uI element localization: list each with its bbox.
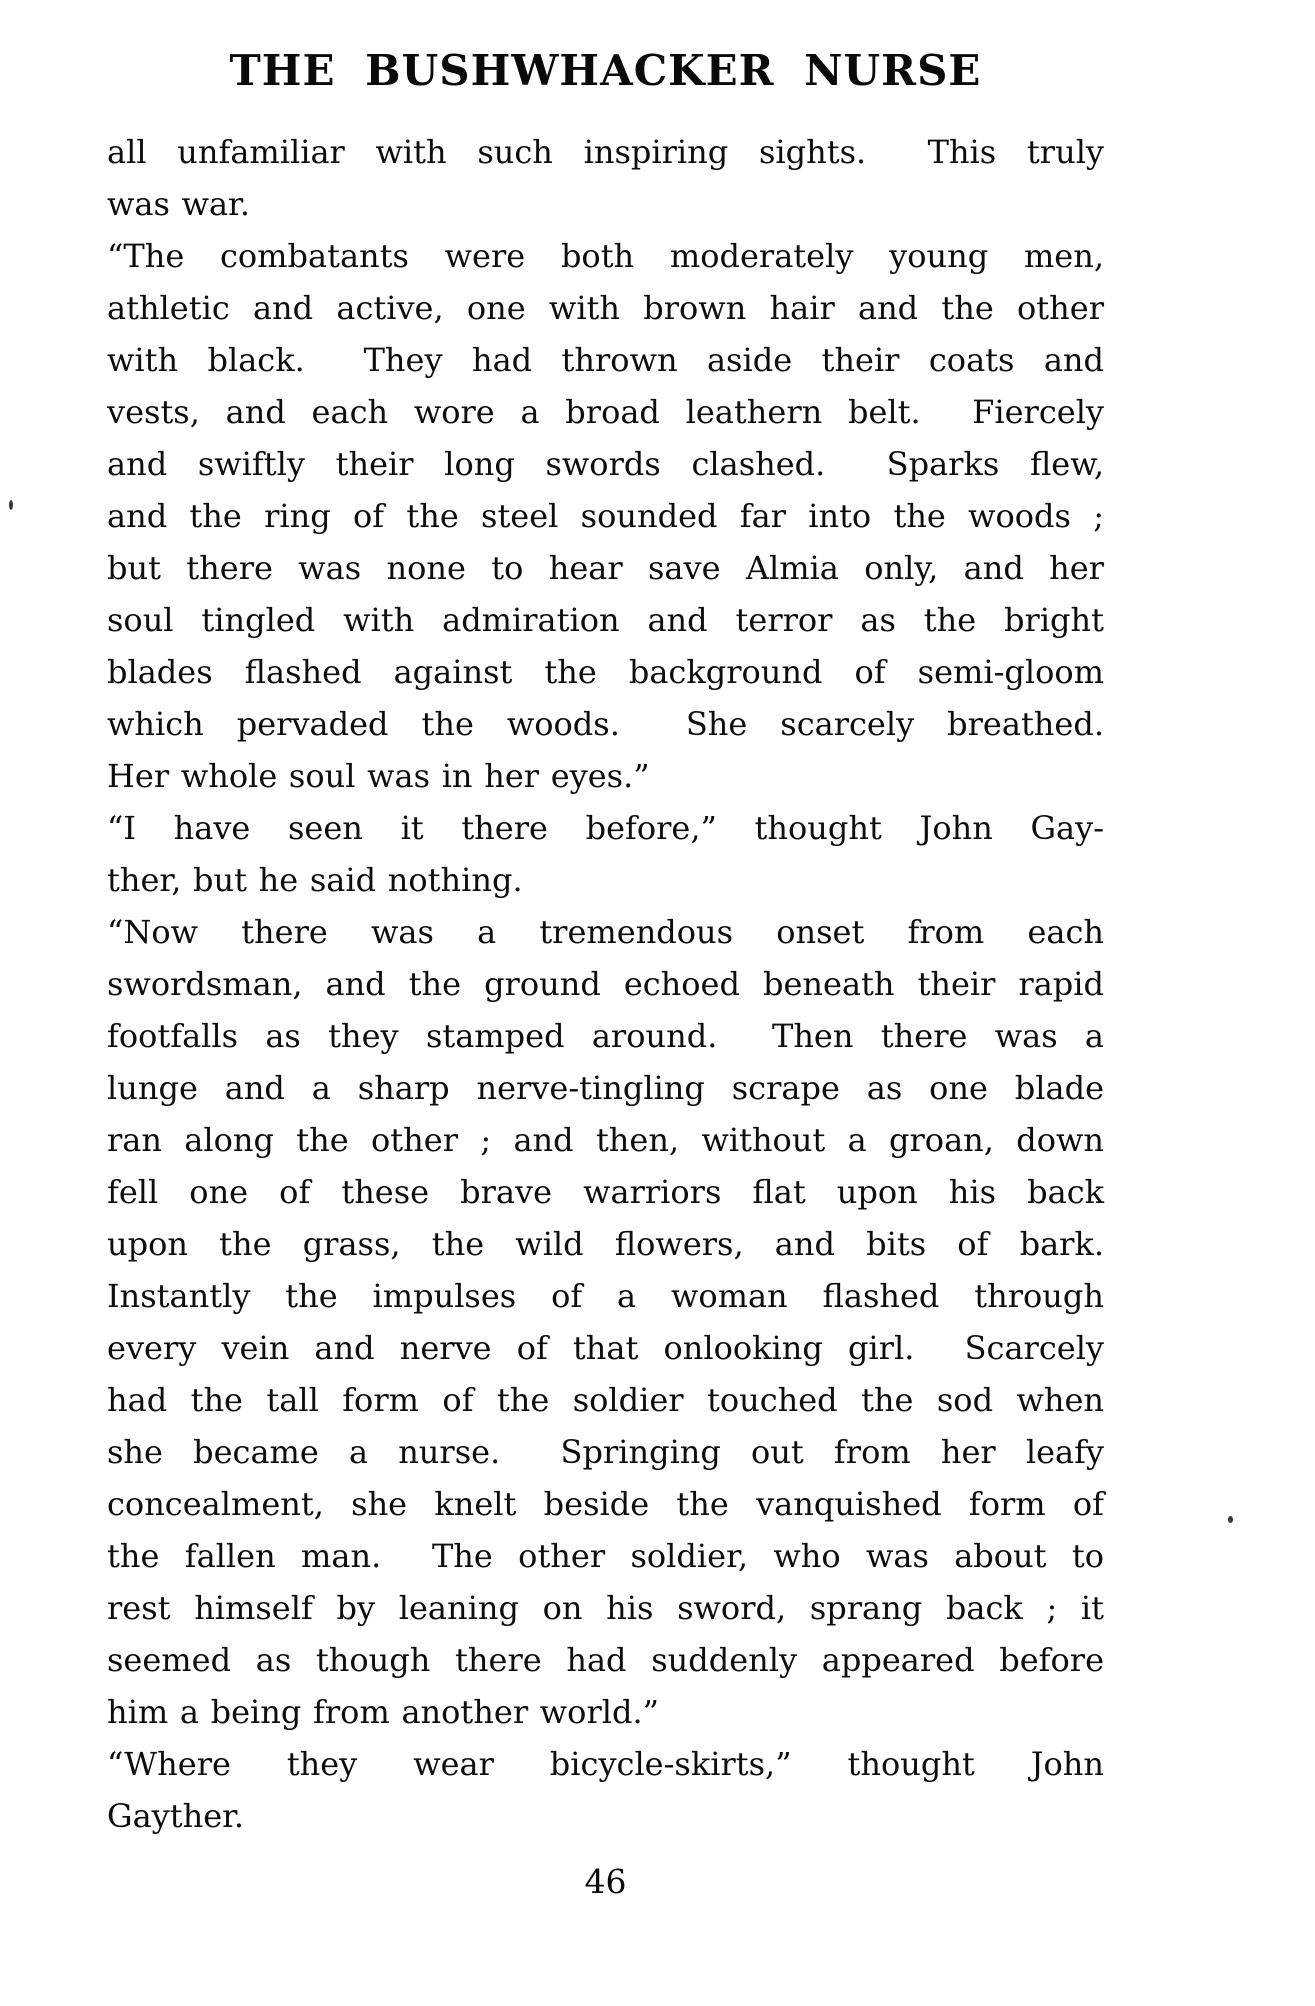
text-line: Instantly the impulses of a woman flashed through (107, 1277, 1104, 1315)
text-line: the fallen man. The other soldier, who was about to (107, 1537, 1104, 1575)
text-line: vests, and each wore a broad leathern belt. Fiercely (107, 393, 1104, 431)
text-line: “The combatants were both moderately young men, (107, 237, 1104, 275)
text-line: footfalls as they stamped around. Then there was a (107, 1017, 1104, 1055)
text-line: Gayther. (107, 1797, 245, 1835)
text-line: swordsman, and the ground echoed beneath their rapid (107, 965, 1104, 1003)
text-line: Her whole soul was in her eyes.” (107, 757, 650, 795)
text-line: fell one of these brave warriors flat upon his back (107, 1173, 1104, 1211)
text-line: “Where they wear bicycle-skirts,” thought John (107, 1745, 1104, 1783)
text-line: with black. They had thrown aside their coats and (107, 341, 1104, 379)
text-line: had the tall form of the soldier touched the sod when (107, 1381, 1104, 1419)
text-line: and the ring of the steel sounded far into the woods ; (107, 497, 1104, 535)
text-line: blades flashed against the background of semi-gloom (107, 653, 1104, 691)
scan-artifact (1228, 1516, 1233, 1523)
page-title: THE BUSHWHACKER NURSE (229, 46, 982, 95)
page-number: 46 (584, 1862, 627, 1901)
text-line: which pervaded the woods. She scarcely breathed. (107, 705, 1104, 743)
text-line: “I have seen it there before,” thought John Gay- (107, 809, 1104, 847)
text-line: ran along the other ; and then, without a groan, down (107, 1121, 1104, 1159)
text-line: she became a nurse. Springing out from her leafy (107, 1433, 1104, 1471)
text-line: concealment, she knelt beside the vanquished form of (107, 1485, 1104, 1523)
text-line: him a being from another world.” (107, 1693, 659, 1731)
text-line: all unfamiliar with such inspiring sights. This truly (107, 133, 1104, 171)
text-line: lunge and a sharp nerve-tingling scrape as one blade (107, 1069, 1104, 1107)
text-line: seemed as though there had suddenly appeared before (107, 1641, 1104, 1679)
text-line: upon the grass, the wild flowers, and bits of bark. (107, 1225, 1104, 1263)
text-line: but there was none to hear save Almia only, and her (107, 549, 1104, 587)
text-line: and swiftly their long swords clashed. Sparks flew, (107, 445, 1104, 483)
text-line: “Now there was a tremendous onset from each (107, 913, 1104, 951)
text-line: athletic and active, one with brown hair and the other (107, 289, 1104, 327)
text-line: every vein and nerve of that onlooking girl. Scarcely (107, 1329, 1104, 1367)
scan-artifact (9, 500, 13, 510)
text-line: ther, but he said nothing. (107, 861, 523, 899)
page-body (107, 126, 1104, 1842)
text-line: was war. (107, 185, 250, 223)
text-line: rest himself by leaning on his sword, sprang back ; it (107, 1589, 1104, 1627)
text-line: soul tingled with admiration and terror as the bright (107, 601, 1104, 639)
